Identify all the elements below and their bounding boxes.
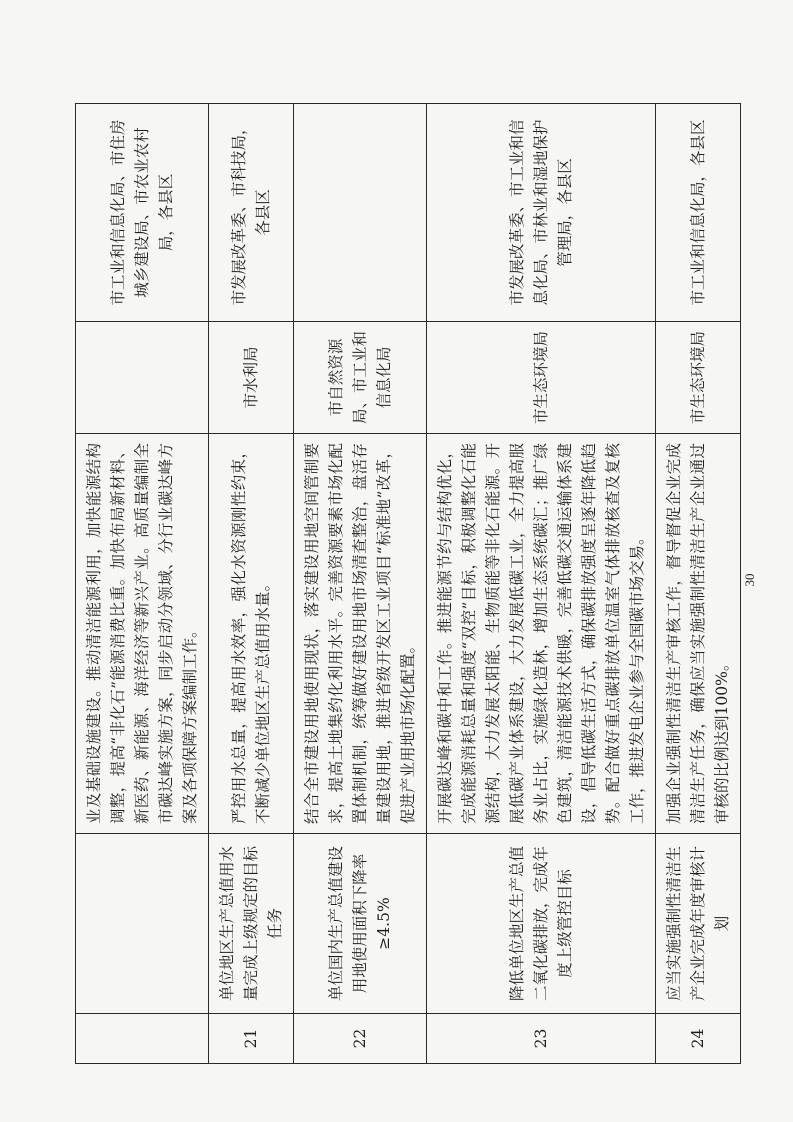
table-row [209,104,294,1064]
row-measure: 严控用水总量，提高用水效率，强化水资源刚性约束，不断减少单位地区生产总值用水量。 [209,434,294,834]
row-target [76,834,209,1014]
row-target: 单位地区生产总值用水量完成上级规定的目标任务 [209,834,294,1014]
row-target: 降低单位地区生产总值二氧化碳排放，完成年度上级管控目标 [427,834,656,1014]
table-row [656,104,741,1064]
row-lead-dept: 市生态环境局 [427,322,656,434]
row-coop-dept [294,104,427,322]
row-target: 单位国内生产总值建设用地使用面积下降率≥4.5% [294,834,427,1014]
row-target: 应当实施强制性清洁生产企业完成年度审核计划 [656,834,741,1014]
row-lead-dept: 市自然资源局、市工业和信息化局 [294,322,427,434]
row-coop-dept: 市工业和信息化局、市住房城乡建设局、市农业农村局，各县区 [76,104,209,322]
task-table [75,103,741,1064]
row-measure: 加强企业强制性清洁生产审核工作，督导督促企业完成清洁生产任务，确保应当实施强制性清洁生产企业通过审核的比例达到100%。 [656,434,741,834]
table-row [76,104,209,1064]
row-coop-dept: 市发展改革委、市工业和信息化局、市林业和湿地保护管理局，各县区 [427,104,656,322]
row-lead-dept: 市生态环境局 [656,322,741,434]
row-coop-dept: 市发展改革委、市科技局，各县区 [209,104,294,322]
table-row [294,104,427,1064]
row-number [76,1014,209,1064]
rotated-table-container [75,104,732,1064]
page-number: 30 [742,573,757,587]
row-number: 21 [209,1014,294,1064]
row-number: 23 [427,1014,656,1064]
row-number: 24 [656,1014,741,1064]
row-coop-dept: 市工业和信息化局，各县区 [656,104,741,322]
row-lead-dept: 市水利局 [209,322,294,434]
row-number: 22 [294,1014,427,1064]
row-measure: 结合全市建设用地使用现状，落实建设用地空间管制要求，提高土地集约化利用水平。完善资源要素市场化配置体制机制，统筹做好建设用地市场清查整治，盘活存量建设用地，推进省级开发区工业项目“标准地”改革，促进产业用地市场化配置。 [294,434,427,834]
row-measure: 开展碳达峰和碳中和工作。推进能源节约与结构优化，完成能源消耗总量和强度“双控”目标，积极调整化石能源结构，大力发展太阳能、生物质能等非化石能源。开展低碳产业体系建设，大力发展低碳工业，全力提高服务业占比，实施绿化造林，增加生态系统碳汇；推广绿色建筑，清洁能源技术供暖，完善低碳交通运输体系建设，倡导低碳生活方式，确保碳排放强度呈逐年降低趋势。配合做好重点碳排放单位温室气体排放核查及复核工作，推进发电企业参与全国碳市场交易。 [427,434,656,834]
row-lead-dept [76,322,209,434]
row-measure: 业及基础设施建设。推动清洁能源利用，加快能源结构调整，提高“非化石”能源消费比重。加快布局新材料、新医药、新能源、海洋经济等新兴产业。高质量编制全市碳达峰实施方案，同步启动分领域、分行业碳达峰方案及各项保障方案编制工作。 [76,434,209,834]
table-row [427,104,656,1064]
